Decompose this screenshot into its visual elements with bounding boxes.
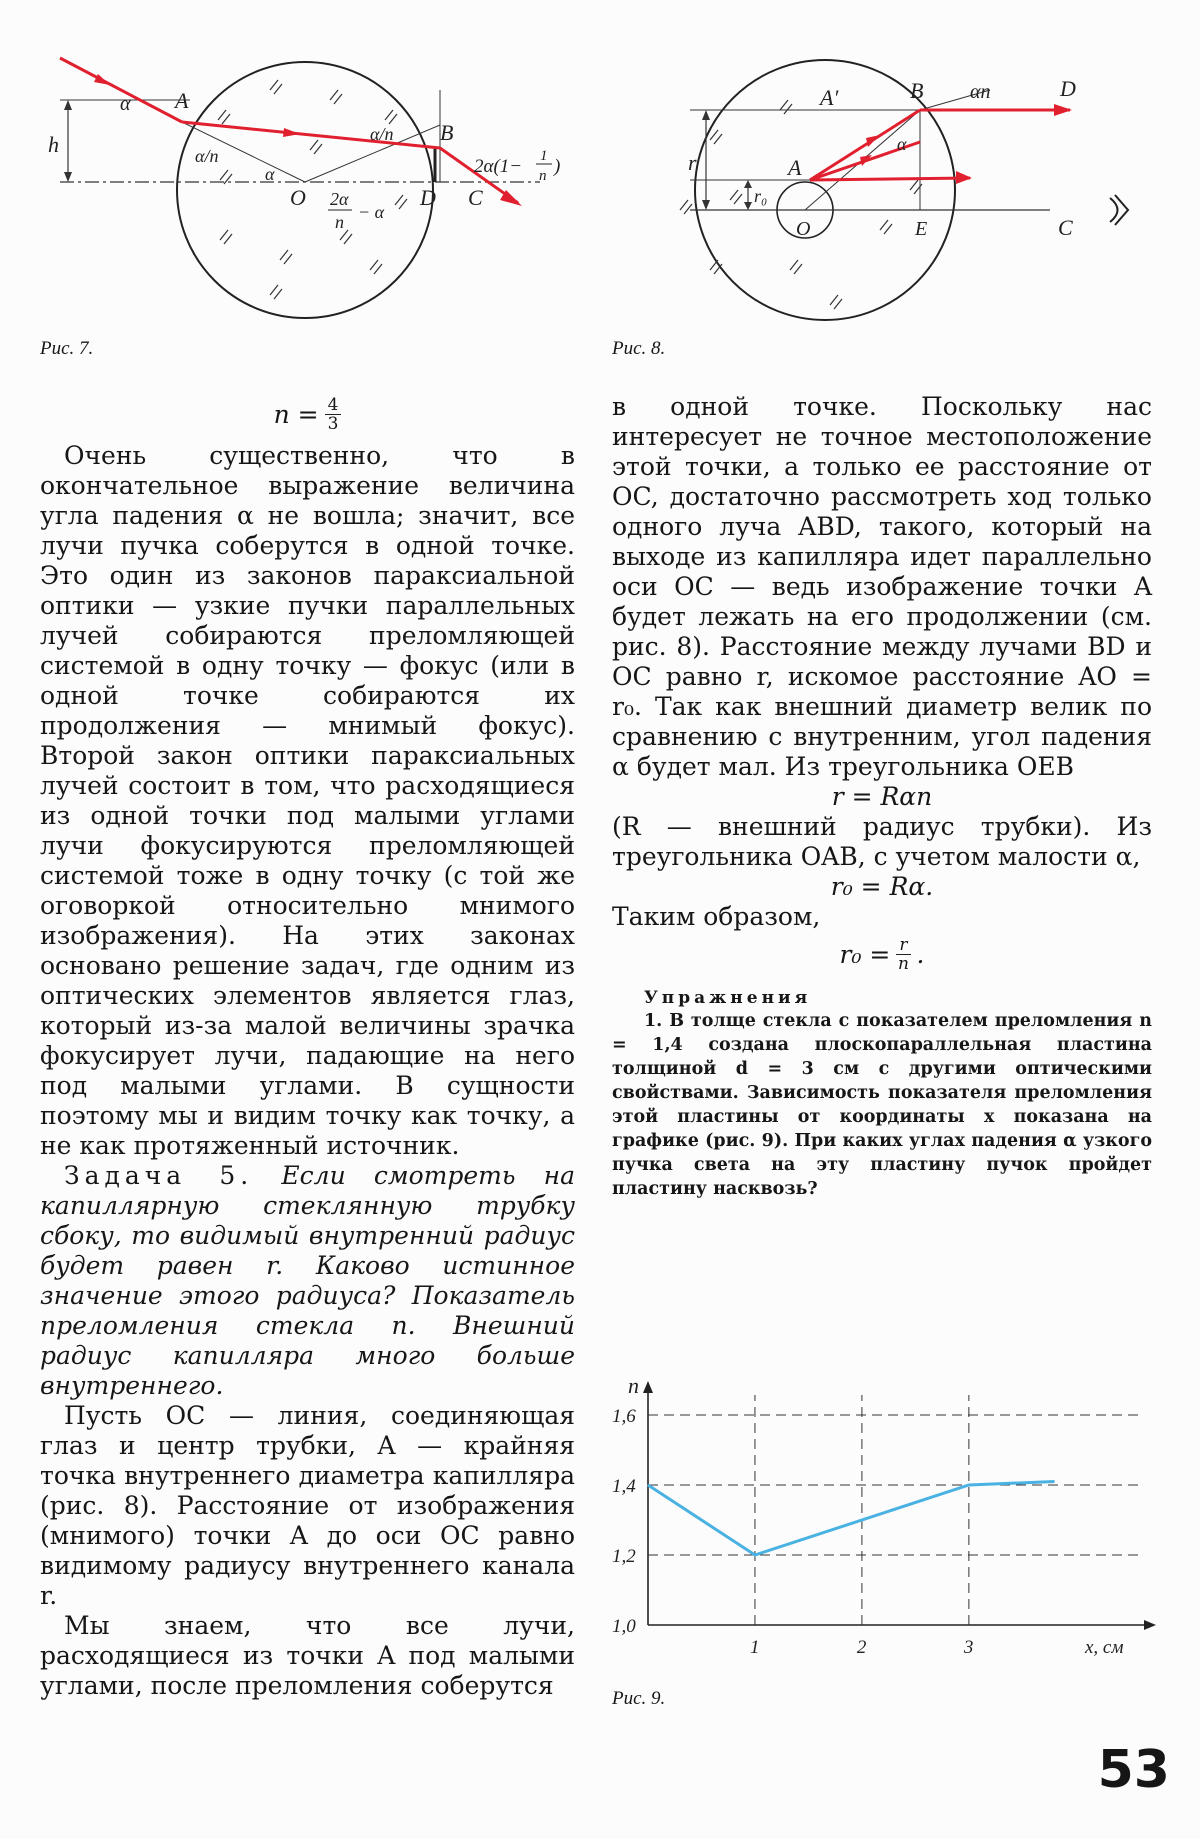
fig7-label-h: h bbox=[48, 132, 59, 157]
exercises-title: Упражнения bbox=[644, 988, 812, 1008]
fig7-formula-right: 2α(1− bbox=[474, 156, 523, 177]
fig7-label-B: B bbox=[440, 120, 454, 145]
fig7-formula-bottom-rest: − α bbox=[358, 202, 385, 222]
task-text: Если смотреть на капиллярную стеклянную трубку сбоку, то видимый внутренний радиус будет равен r. Каково истинное значение этого радиуса? Показатель преломления стекла n. Внешний радиус капилляра много больше внутреннего. bbox=[40, 1161, 575, 1400]
task-5 bbox=[40, 1161, 575, 1401]
figure-7 bbox=[40, 30, 600, 330]
fig8-label-r0: r₀ bbox=[754, 186, 768, 206]
x-tick-label: 2 bbox=[856, 1637, 867, 1658]
fig8-label-A: A bbox=[788, 155, 802, 180]
figure-9 bbox=[600, 1375, 1160, 1675]
figure-7-caption: Рис. 7. bbox=[40, 338, 94, 359]
fig7-formula-bottom-num: 2α bbox=[330, 189, 349, 209]
equation-3 bbox=[612, 936, 1152, 973]
fig7-label-alpha-n-1: α/n bbox=[195, 146, 219, 166]
page-number: 53 bbox=[1097, 1740, 1170, 1800]
right-column bbox=[612, 392, 1152, 1201]
y-tick-label: 1,4 bbox=[612, 1476, 636, 1497]
figure-9-caption: Рис. 9. bbox=[612, 1688, 666, 1709]
x-tick-label: 1 bbox=[749, 1637, 760, 1658]
fig7-label-C: C bbox=[468, 185, 483, 210]
eq3-den: n bbox=[897, 954, 909, 974]
fig7-formula-right-den: n bbox=[539, 168, 547, 184]
fig7-label-angle-O: α bbox=[265, 164, 275, 184]
y-axis-arrow bbox=[643, 1381, 653, 1393]
formula-n bbox=[40, 396, 575, 433]
fig7-label-O: O bbox=[290, 185, 306, 210]
equation-2: r₀ = Rα. bbox=[830, 872, 934, 901]
left-column bbox=[40, 392, 575, 1701]
formula-n-num: 4 bbox=[325, 396, 342, 415]
series-line bbox=[648, 1482, 1054, 1556]
formula-n-den: 3 bbox=[327, 414, 339, 434]
data-point bbox=[648, 1485, 649, 1486]
fig8-label-r: r bbox=[688, 150, 697, 175]
fig7-label-D: D bbox=[420, 185, 436, 210]
data-point bbox=[1054, 1481, 1055, 1482]
exercise-1: 1. В толще стекла с показателем преломления n = 1,4 создана плоскопараллельная пластина толщиной d = 3 см с другими оптическими свойствами. Зависимость показателя преломления этой пластины от координаты x показана на графике (рис. 9). При каких углах падения α узкого пучка света на эту пластину пучок пройдет пластину насквозь? bbox=[612, 1011, 1152, 1199]
fig8-label-C: C bbox=[1058, 215, 1073, 240]
fig8-label-B: B bbox=[910, 78, 924, 103]
eq3-lhs: r₀ = bbox=[839, 939, 891, 969]
y-axis-label: n bbox=[628, 1375, 639, 1398]
figure-8-diagram bbox=[610, 30, 1200, 330]
eq3-num: r bbox=[896, 936, 910, 955]
x-tick-label: 3 bbox=[963, 1637, 974, 1658]
formula-n-lhs: n = bbox=[273, 399, 319, 429]
left-para-3: Мы знаем, что все лучи, расходящиеся из точки A под малыми углами, после преломления соберутся bbox=[40, 1611, 575, 1700]
figure-9-chart bbox=[600, 1375, 1160, 1675]
y-tick-label: 1,6 bbox=[612, 1406, 636, 1427]
figure-8 bbox=[610, 30, 1200, 330]
fig8-label-O: O bbox=[796, 218, 811, 240]
fig7-label-alpha: α bbox=[120, 93, 131, 115]
fig7-formula-right-num: 1 bbox=[540, 148, 548, 164]
data-point bbox=[968, 1485, 969, 1486]
right-para-3: Таким образом, bbox=[612, 902, 821, 931]
left-para-2: Пусть OC — линия, соединяющая глаз и центр трубки, A — крайняя точка внутреннего диаметра капилляра (рис. 8). Расстояние от изображения (мнимого) точки A до оси OC равно видимому радиусу внутреннего канала r. bbox=[40, 1401, 575, 1610]
data-point bbox=[754, 1555, 755, 1556]
x-axis-label: x, см bbox=[1085, 1637, 1124, 1658]
y-tick-label: 1,2 bbox=[612, 1546, 636, 1567]
figure-7-diagram bbox=[40, 30, 600, 330]
equation-1: r = Rαn bbox=[831, 782, 933, 811]
fig8-label-alpha: α bbox=[897, 134, 907, 154]
task-label: Задача 5. bbox=[64, 1161, 254, 1190]
fig8-label-E: E bbox=[915, 218, 928, 240]
fig7-formula-bottom-den: n bbox=[335, 212, 344, 232]
left-para-1: Очень существенно, что в окончательное выражение величина угла падения α не вошла; значит, все лучи пучка соберутся в одной точке. Это один из законов параксиальной оптики — узкие пучки параллельных лучей собираются преломляющей системой в одну точку — фокус (или в одной точке собираются их продолжения — мнимый фокус). Второй закон оптики параксиальных лучей состоит в том, что расходящиеся из одной точки под малыми углами лучи фокусируются преломляющей системой тоже в одну точку (с той же оговоркой относительно мнимого изображения). На этих законах основано решение задач, где одним из оптических элементов является глаз, который из-за малой величины зрачка фокусирует лучи, падающие на него под малыми углами. В сущности поэтому мы и видим точку как точку, а не как протяженный источник. bbox=[40, 441, 575, 1160]
right-para-2: (R — внешний радиус трубки). Из треугольника OAB, с учетом малости α, bbox=[612, 812, 1152, 871]
figure-8-caption: Рис. 8. bbox=[612, 338, 666, 359]
y-tick-label: 1,0 bbox=[612, 1616, 636, 1637]
eq3-tail: . bbox=[916, 939, 925, 969]
fig8-label-D: D bbox=[1060, 76, 1076, 101]
fig7-formula-right-close: ) bbox=[554, 156, 561, 177]
fig7-label-alpha-n-2: α/n bbox=[370, 124, 394, 144]
fig8-label-A-prime: A′ bbox=[820, 85, 839, 110]
x-axis-arrow bbox=[1144, 1620, 1156, 1630]
right-para-1: в одной точке. Поскольку нас интересует не точное местоположение этой точки, а только ее расстояние от OC, достаточно рассмотреть ход только одного луча ABD, такого, который на выходе из капилляра идет параллельно оси OC — ведь изображение точки A будет лежать на его продолжении (см. рис. 8). Расстояние между лучами BD и OC равно r, искомое расстояние AO = r₀. Так как внешний диаметр велик по сравнению с внутренним, угол падения α будет мал. Из треугольника OEB bbox=[612, 392, 1152, 781]
fig7-label-A: A bbox=[175, 88, 189, 113]
fig8-label-alpha-n: αn bbox=[970, 81, 991, 103]
